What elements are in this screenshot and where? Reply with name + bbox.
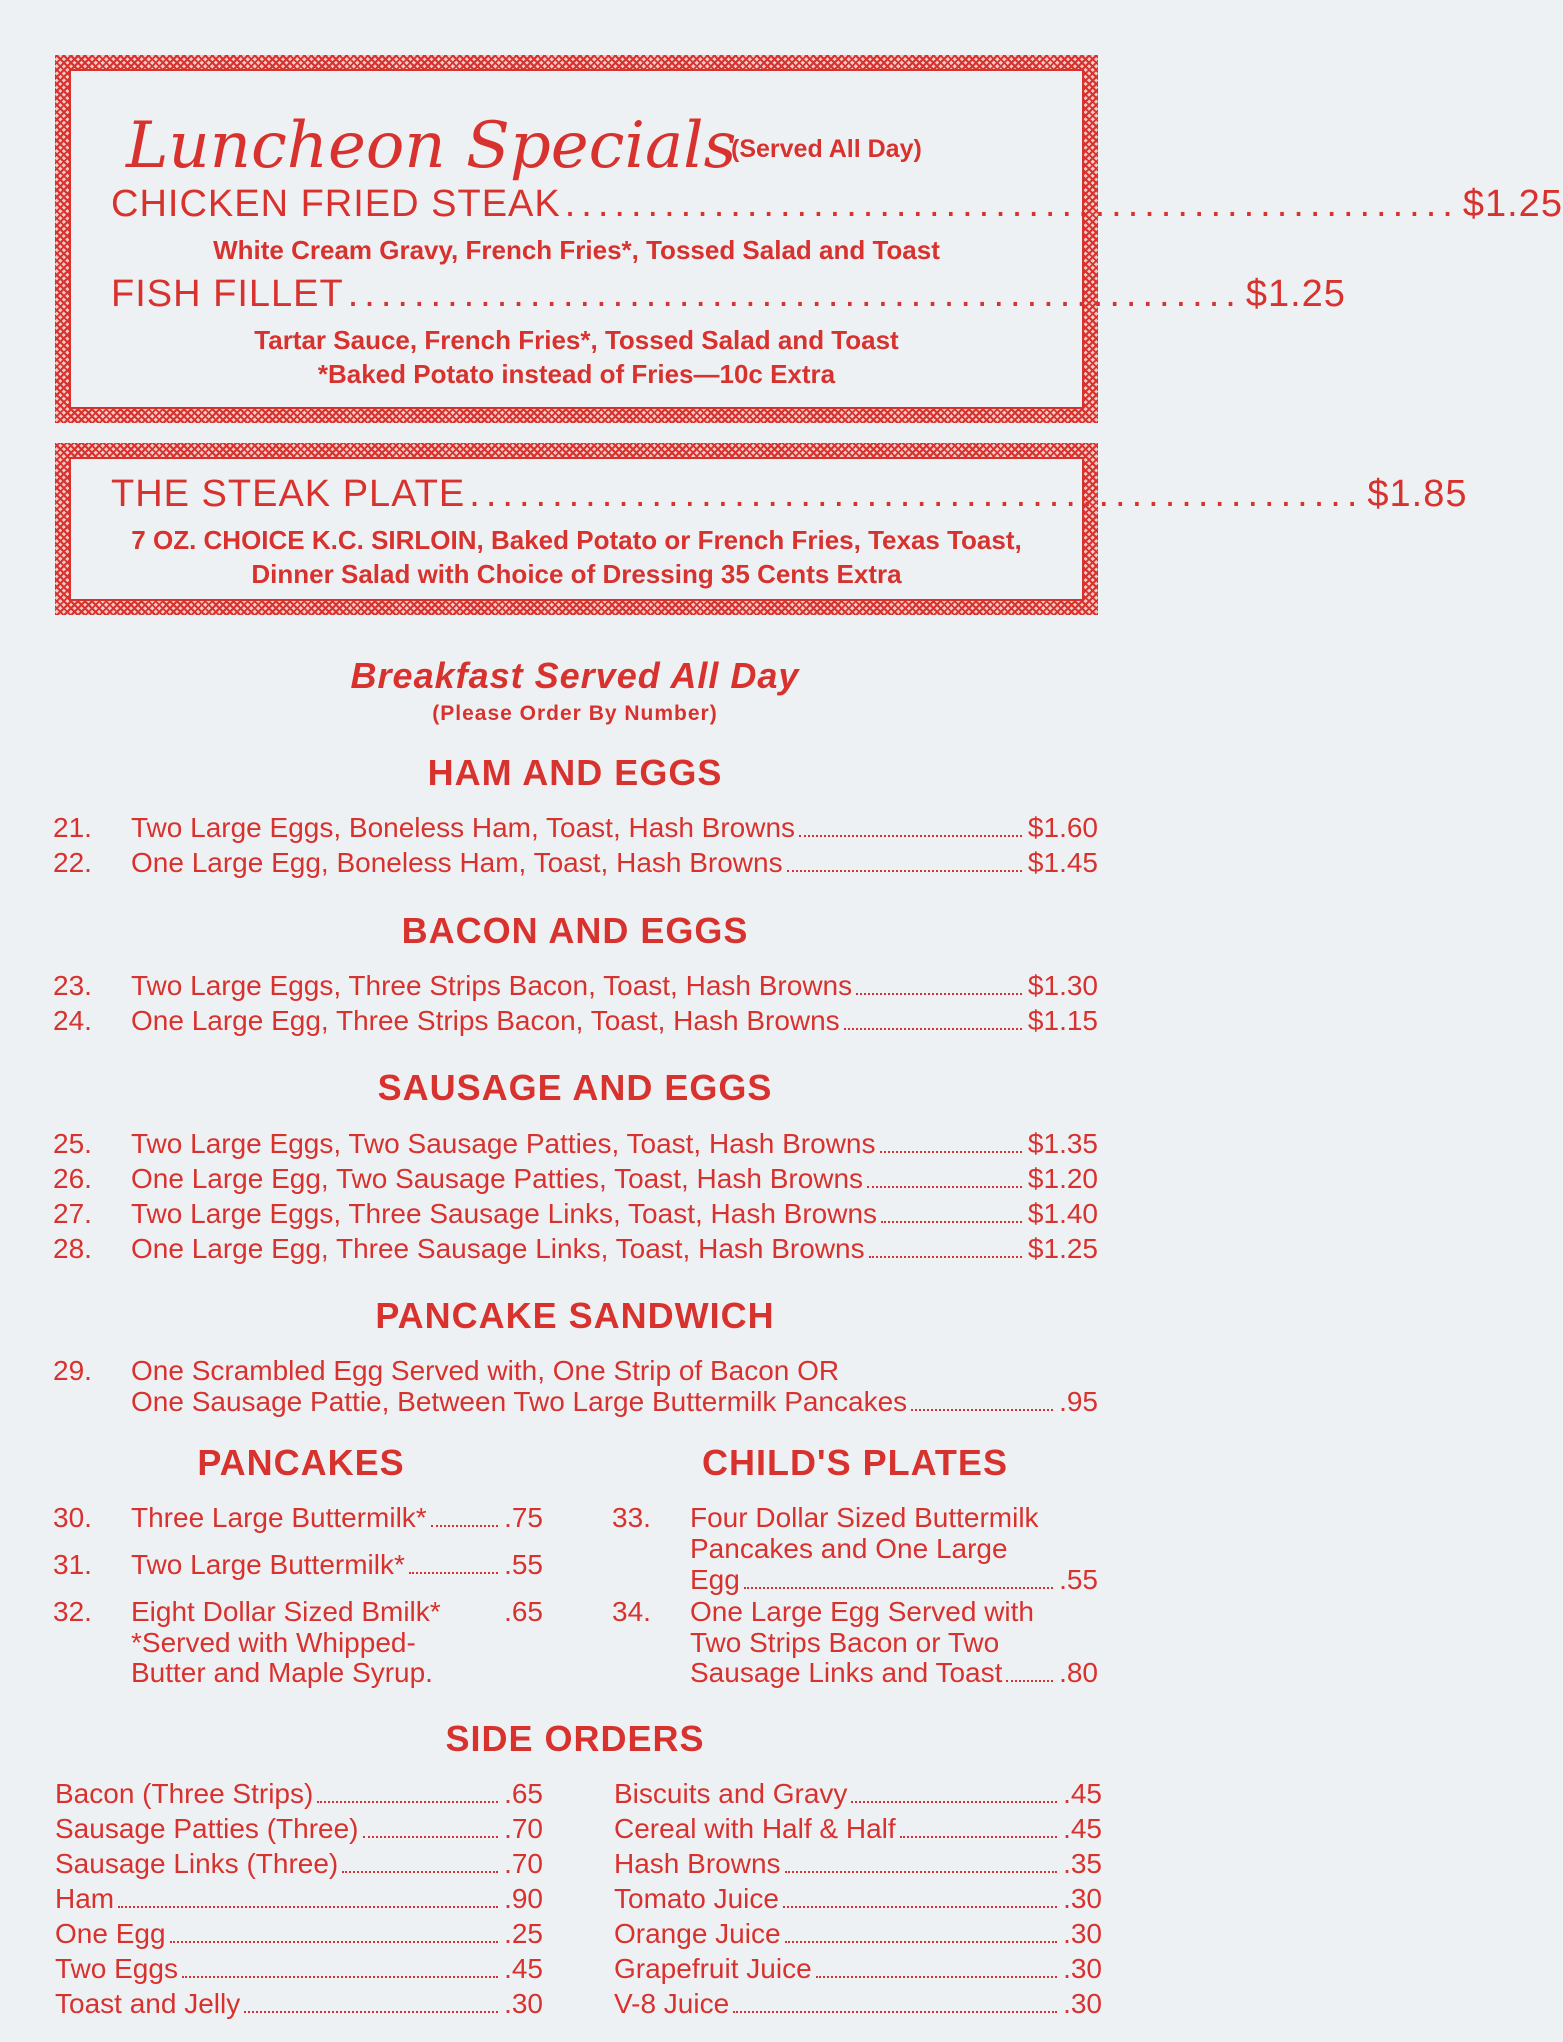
steak-plate-box	[55, 443, 1468, 615]
item-description: One Large Egg, Three Sausage Links, Toast, Hash Browns	[131, 1233, 865, 1264]
item-description-line-2: One Sausage Pattie, Between Two Large Buttermilk Pancakes	[131, 1386, 908, 1417]
side-order-item	[55, 1813, 543, 1845]
item-number: 25.	[53, 1128, 92, 1159]
side-order-item	[55, 1883, 543, 1915]
dot-leader	[785, 1941, 1058, 1943]
item-number: 32.	[53, 1596, 92, 1627]
dot-leader	[342, 1871, 498, 1873]
side-order-price: .45	[504, 1953, 543, 1984]
special-name: FISH FILLET	[111, 273, 344, 315]
side-order-item	[55, 1848, 543, 1880]
steak-plate-desc-2: Dinner Salad with Choice of Dressing 35 Cents Extra	[251, 559, 902, 589]
item-price: $1.25	[1027, 1233, 1098, 1264]
side-order-item	[55, 1778, 543, 1810]
side-order-name: Orange Juice	[614, 1918, 781, 1949]
item-description: One Large Egg, Boneless Ham, Toast, Hash Browns	[131, 847, 783, 878]
dot-leader	[317, 1801, 498, 1803]
side-order-name: V-8 Juice	[614, 1988, 730, 2019]
side-order-name: One Egg	[55, 1918, 166, 1949]
dot-leader	[244, 2011, 498, 2013]
dot-leader	[844, 1028, 1022, 1030]
item-description: Two Large Eggs, Three Sausage Links, Toast, Hash Browns	[131, 1198, 878, 1229]
side-order-name: Biscuits and Gravy	[614, 1778, 848, 1809]
menu-item-line-3	[690, 1564, 1098, 1596]
item-price: .55	[1059, 1564, 1098, 1595]
side-order-price: .70	[504, 1848, 543, 1879]
dot-leader	[880, 1151, 1022, 1153]
item-description: One Large Egg, Three Strips Bacon, Toast, Hash Browns	[131, 1005, 840, 1036]
side-order-name: Grapefruit Juice	[614, 1953, 812, 1984]
item-description-line-3: Sausage Links and Toast	[690, 1657, 1003, 1688]
side-order-item	[614, 1918, 1102, 1950]
menu-item	[53, 1233, 1098, 1265]
item-price: $1.45	[1027, 847, 1098, 878]
item-description-line-3: Egg	[690, 1564, 740, 1595]
item-number: 24.	[53, 1005, 92, 1036]
item-number: 29.	[53, 1355, 92, 1386]
menu-item	[53, 847, 1098, 879]
dot-leader	[799, 835, 1022, 837]
dot-leader	[900, 1836, 1057, 1838]
dot-leader	[182, 1976, 498, 1978]
item-description: One Large Egg, Two Sausage Patties, Toast, Hash Browns	[131, 1163, 864, 1194]
menu-item	[53, 812, 1098, 844]
dot-leader	[733, 2011, 1057, 2013]
pancakes-note-line-1: *Served with Whipped-	[131, 1627, 416, 1658]
side-order-name: Cereal with Half & Half	[614, 1813, 896, 1844]
item-price: .80	[1059, 1657, 1098, 1688]
item-price: $1.15	[1027, 1005, 1098, 1036]
item-description: Two Large Eggs, Two Sausage Patties, Toast, Hash Browns	[131, 1128, 876, 1159]
dot-leader: ......................................................	[469, 473, 1364, 515]
item-description-line-1: One Scrambled Egg Served with, One Strip of Bacon OR	[131, 1355, 840, 1386]
dot-leader: ......................................................	[564, 183, 1459, 225]
special-name: CHICKEN FRIED STEAK	[111, 183, 561, 225]
dot-leader	[363, 1836, 499, 1838]
item-price: $1.20	[1027, 1163, 1098, 1194]
side-order-item	[55, 1988, 543, 2020]
dot-leader	[881, 1221, 1022, 1223]
side-order-name: Tomato Juice	[614, 1883, 779, 1914]
menu-item	[53, 1128, 1098, 1160]
item-price: .55	[504, 1549, 543, 1580]
dot-leader	[431, 1525, 498, 1527]
item-price: $1.60	[1027, 812, 1098, 843]
side-order-item	[614, 1988, 1102, 2020]
steak-plate-line	[111, 473, 1468, 516]
section-heading-sausage-and-eggs: SAUSAGE AND EGGS	[377, 1067, 773, 1108]
side-order-price: .30	[1063, 1953, 1102, 1984]
luncheon-specials-inner	[69, 69, 1563, 409]
side-order-item	[614, 1953, 1102, 1985]
dot-leader: ......................................................	[347, 273, 1242, 315]
menu-item	[53, 1596, 543, 1628]
dot-leader	[785, 1871, 1058, 1873]
dot-leader	[851, 1801, 1057, 1803]
side-order-item	[55, 1918, 543, 1950]
special-description: Tartar Sauce, French Fries*, Tossed Salad and Toast	[254, 325, 899, 355]
item-price: $1.40	[1027, 1198, 1098, 1229]
side-order-item	[55, 1953, 543, 1985]
side-order-item	[614, 1883, 1102, 1915]
item-description-line-1: One Large Egg Served with	[690, 1596, 1034, 1627]
item-price: .95	[1059, 1386, 1098, 1417]
section-heading-childs-plates: CHILD'S PLATES	[702, 1442, 1008, 1483]
item-price: $1.35	[1027, 1128, 1098, 1159]
side-order-item	[614, 1848, 1102, 1880]
luncheon-specials-box	[55, 55, 1563, 423]
dot-leader	[816, 1976, 1057, 1978]
side-order-price: .30	[1063, 1918, 1102, 1949]
item-description-line-2: Two Strips Bacon or Two	[690, 1627, 1000, 1658]
item-description-line-1: Four Dollar Sized Buttermilk	[690, 1502, 1039, 1533]
section-heading-side-orders: SIDE ORDERS	[445, 1718, 705, 1759]
dot-leader	[1006, 1680, 1053, 1682]
item-description: Eight Dollar Sized Bmilk*	[131, 1596, 441, 1627]
item-number: 26.	[53, 1163, 92, 1194]
dot-leader	[911, 1409, 1053, 1411]
dot-leader	[787, 870, 1022, 872]
item-number: 28.	[53, 1233, 92, 1264]
item-number: 21.	[53, 812, 92, 843]
item-description: Two Large Eggs, Boneless Ham, Toast, Hash Browns	[131, 812, 796, 843]
section-heading-pancakes: PANCAKES	[197, 1442, 405, 1483]
dot-leader	[118, 1906, 498, 1908]
special-description: White Cream Gravy, French Fries*, Tossed Salad and Toast	[213, 235, 940, 265]
menu-item	[53, 1198, 1098, 1230]
item-description: Two Large Buttermilk*	[131, 1549, 405, 1580]
item-number: 34.	[612, 1596, 651, 1627]
steak-plate-inner	[69, 457, 1468, 601]
luncheon-title: Luncheon Specials	[126, 109, 737, 183]
item-price: .75	[504, 1502, 543, 1533]
side-order-price: .25	[504, 1918, 543, 1949]
side-order-item	[614, 1813, 1102, 1845]
item-description: Two Large Eggs, Three Strips Bacon, Toast, Hash Browns	[131, 970, 853, 1001]
special-fish-fillet	[111, 273, 1346, 316]
menu-item	[53, 1355, 1098, 1387]
dot-leader	[856, 993, 1022, 995]
menu-item	[53, 1163, 1098, 1195]
section-heading-ham-and-eggs: HAM AND EGGS	[427, 752, 723, 793]
side-order-item	[614, 1778, 1102, 1810]
menu-item-line-3	[690, 1657, 1098, 1689]
menu-item-continued	[53, 1386, 1098, 1418]
steak-plate-name: THE STEAK PLATE	[111, 473, 466, 515]
luncheon-subtitle: (Served All Day)	[731, 135, 922, 163]
side-order-price: .70	[504, 1813, 543, 1844]
item-number: 22.	[53, 847, 92, 878]
menu-item	[53, 970, 1098, 1002]
side-order-price: .30	[1063, 1988, 1102, 2019]
dot-leader	[744, 1587, 1053, 1589]
pancakes-note-line-2: Butter and Maple Syrup.	[131, 1657, 433, 1688]
side-order-name: Two Eggs	[55, 1953, 178, 1984]
item-description: Three Large Buttermilk*	[131, 1502, 427, 1533]
breakfast-title: Breakfast Served All Day	[350, 655, 800, 696]
item-description-line-2: Pancakes and One Large	[690, 1533, 1008, 1564]
breakfast-subtitle: (Please Order By Number)	[432, 702, 718, 725]
item-number: 23.	[53, 970, 92, 1001]
item-price: $1.30	[1027, 970, 1098, 1001]
item-number: 30.	[53, 1502, 92, 1533]
side-order-price: .65	[504, 1778, 543, 1809]
side-order-price: .45	[1063, 1778, 1102, 1809]
item-number: 27.	[53, 1198, 92, 1229]
side-order-price: .45	[1063, 1813, 1102, 1844]
special-price: $1.25	[1245, 273, 1346, 315]
menu-item	[53, 1005, 1098, 1037]
special-note: *Baked Potato instead of Fries—10c Extra	[317, 359, 836, 389]
item-number: 33.	[612, 1502, 651, 1533]
steak-plate-desc-1: 7 OZ. CHOICE K.C. SIRLOIN, Baked Potato or French Fries, Texas Toast,	[131, 525, 1022, 555]
menu-item	[53, 1549, 543, 1581]
section-heading-pancake-sandwich: PANCAKE SANDWICH	[375, 1295, 775, 1336]
item-price: .65	[504, 1596, 543, 1627]
dot-leader	[783, 1906, 1057, 1908]
side-order-price: .35	[1063, 1848, 1102, 1879]
side-order-name: Ham	[55, 1883, 115, 1914]
special-chicken-fried-steak	[111, 183, 1563, 226]
side-order-name: Hash Browns	[614, 1848, 781, 1879]
item-number: 31.	[53, 1549, 92, 1580]
side-order-name: Sausage Links (Three)	[55, 1848, 339, 1879]
side-order-price: .30	[1063, 1883, 1102, 1914]
menu-item	[53, 1502, 543, 1534]
side-order-name: Sausage Patties (Three)	[55, 1813, 359, 1844]
dot-leader	[867, 1186, 1022, 1188]
section-heading-bacon-and-eggs: BACON AND EGGS	[401, 910, 749, 951]
side-order-name: Toast and Jelly	[55, 1988, 241, 2019]
steak-plate-price: $1.85	[1367, 473, 1468, 515]
dot-leader	[869, 1256, 1022, 1258]
side-order-price: .90	[504, 1883, 543, 1914]
special-price: $1.25	[1462, 183, 1563, 225]
side-order-price: .30	[504, 1988, 543, 2019]
dot-leader	[409, 1572, 498, 1574]
side-order-name: Bacon (Three Strips)	[55, 1778, 314, 1809]
dot-leader	[170, 1941, 499, 1943]
